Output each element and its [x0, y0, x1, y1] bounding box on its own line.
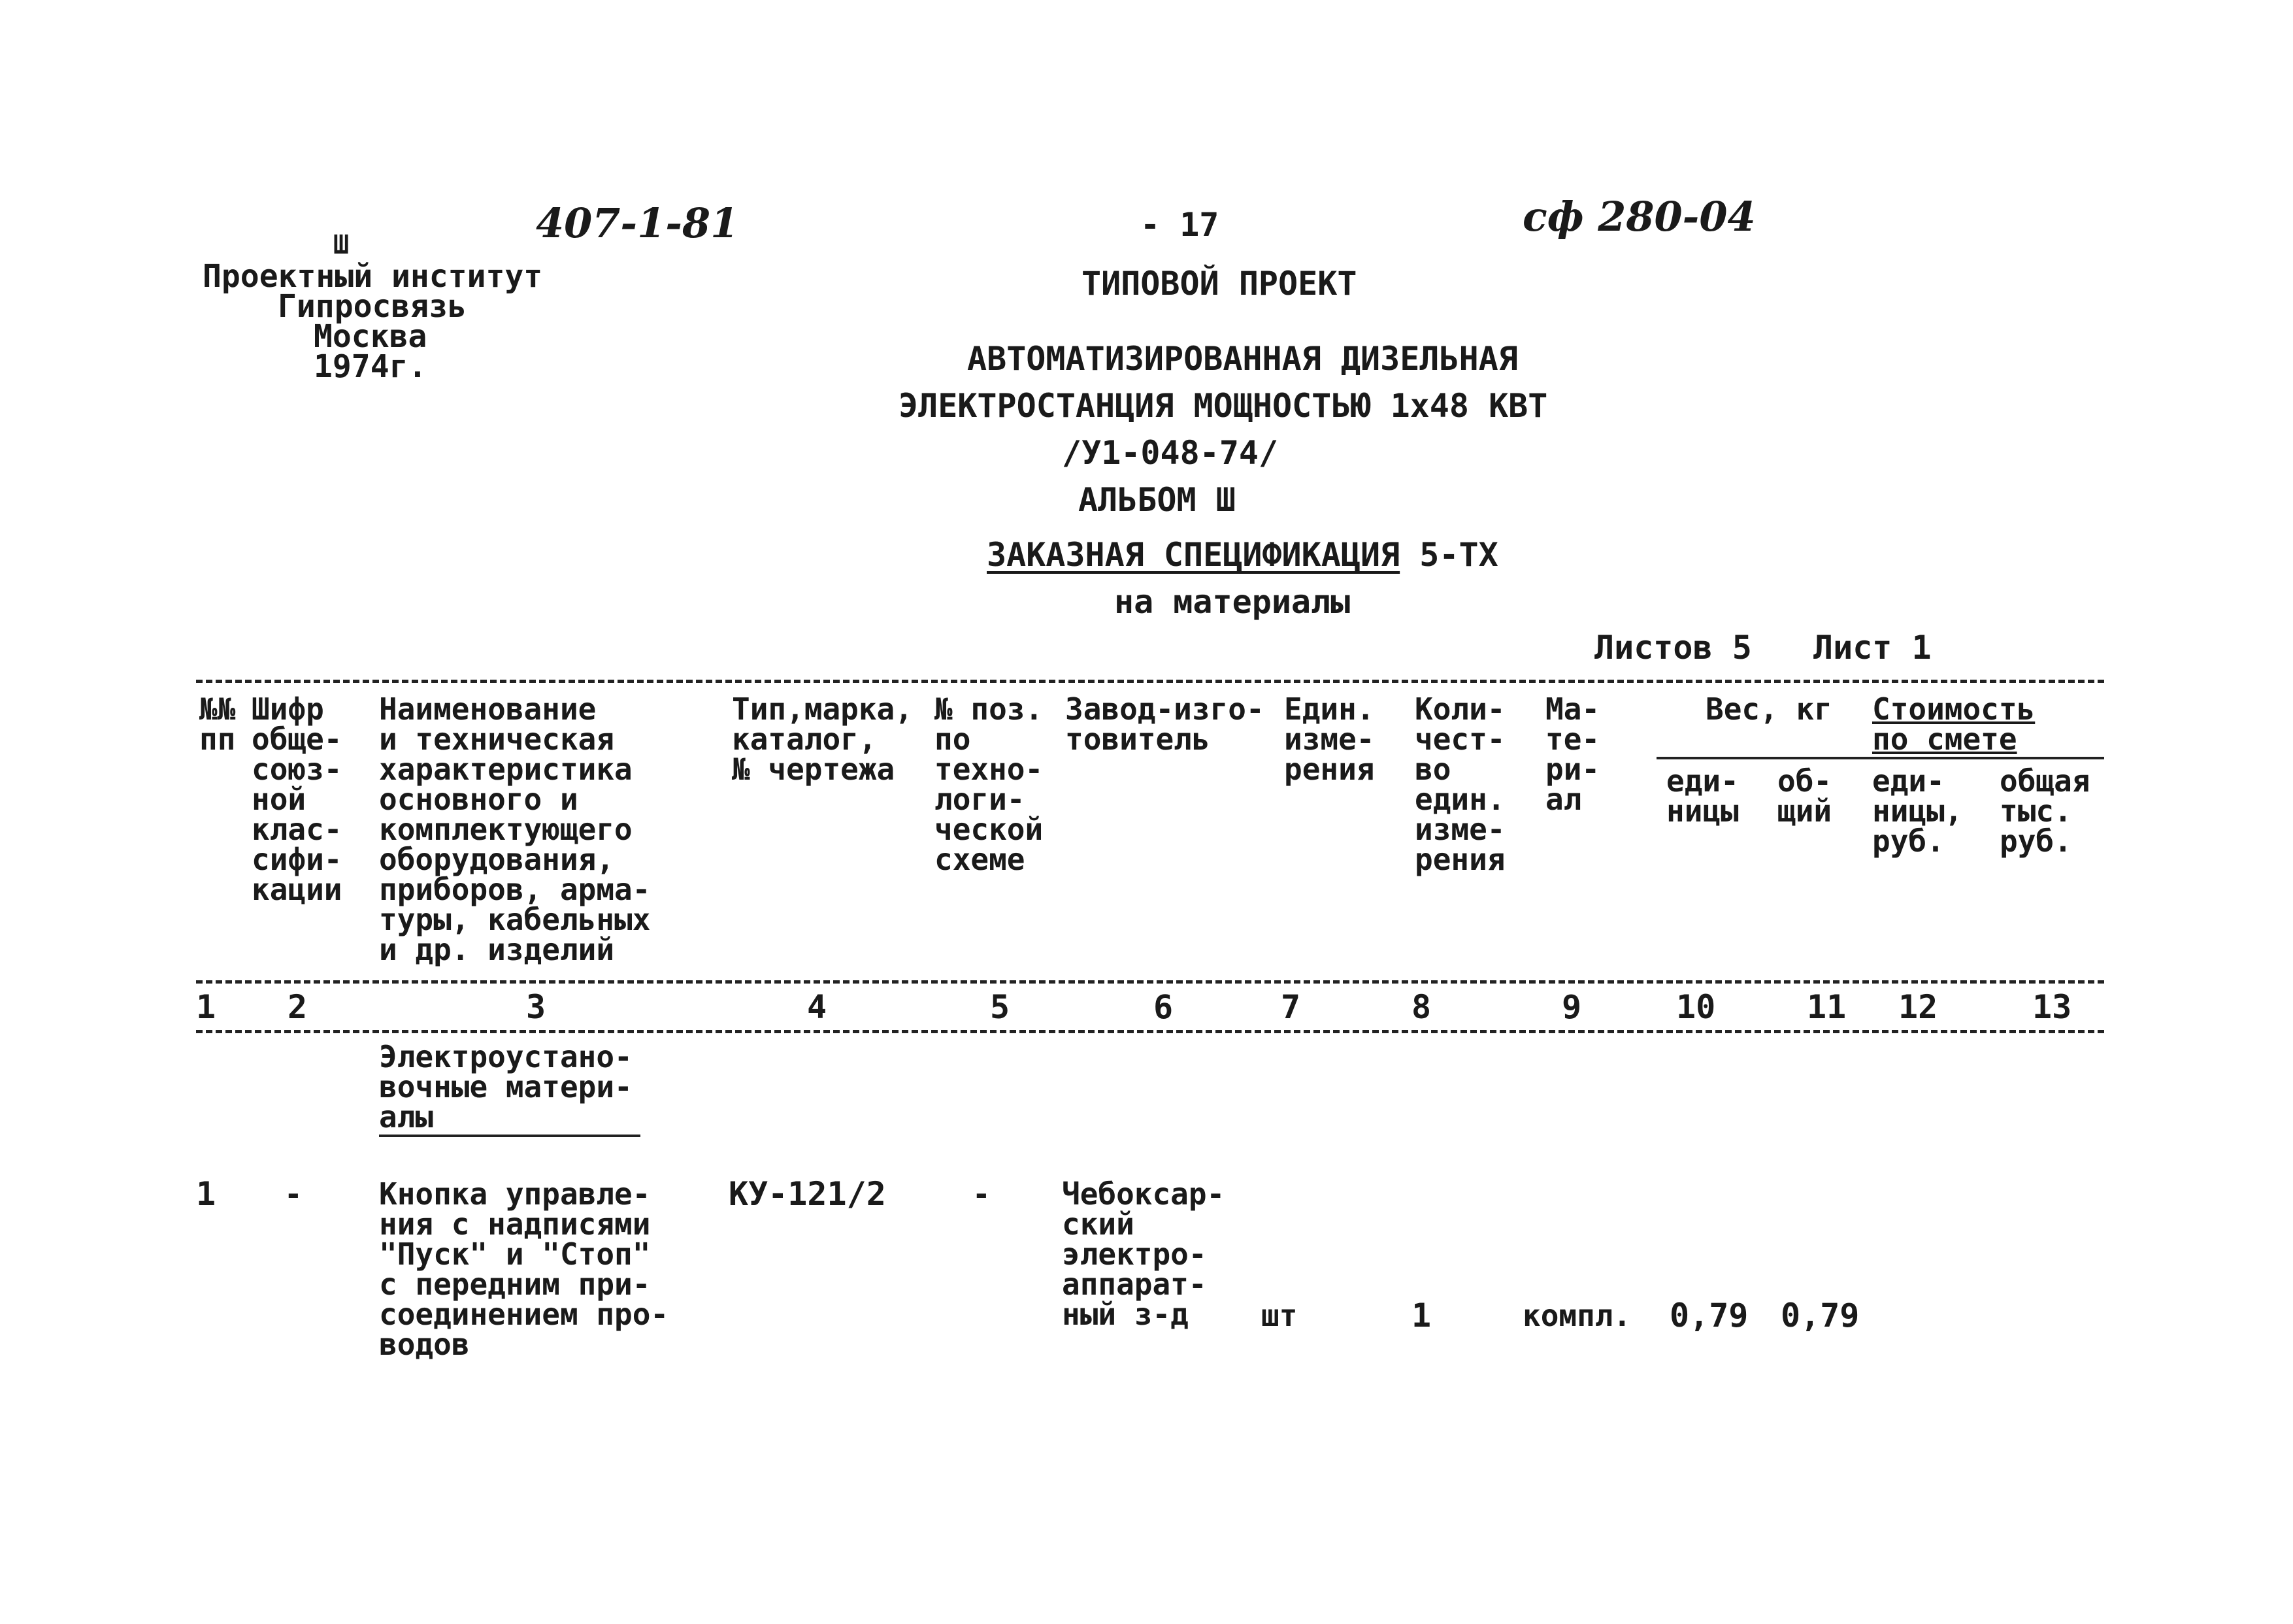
spec-title — [987, 536, 1498, 574]
spec-subtitle: на материалы — [1114, 583, 1351, 621]
row-item-name: Кнопка управле- ния с надписями "Пуск" и "Стоп" с передним при- соединением про- водов — [379, 1176, 669, 1362]
row-quantity: 1 — [1411, 1297, 1432, 1334]
row-type-mark: КУ-121/2 — [729, 1175, 886, 1213]
institute-year: 1974г. — [314, 348, 427, 385]
album-number: АЛЬБОМ Ш — [1078, 481, 1236, 519]
institute-name: Проектный институт — [203, 258, 543, 295]
column-number-12: 12 — [1898, 988, 1938, 1026]
header-position: № поз. по техно- логи- ческой схеме — [934, 691, 1044, 877]
row-material: компл. — [1523, 1298, 1632, 1333]
header-quantity: Коли- чест- во един. изме- рения — [1415, 691, 1506, 877]
sheet-current: Лист 1 — [1813, 629, 1932, 667]
column-number-13: 13 — [2032, 988, 2072, 1026]
spec-title-underlined: ЗАКАЗНАЯ СПЕЦИФИКАЦИЯ — [987, 536, 1400, 574]
section-title-underline — [379, 1135, 640, 1137]
row-unit: шт — [1261, 1298, 1298, 1333]
header-type-mark: Тип,марка, каталог, № чертежа — [732, 691, 913, 787]
header-weight-group: Вес, кг — [1706, 691, 1832, 727]
table-top-rule — [196, 680, 2104, 683]
doc-code: /У1-048-74/ — [1062, 434, 1279, 472]
column-number-10: 10 — [1676, 988, 1716, 1026]
header-unit-cost: еди- ницы, руб. — [1872, 763, 1963, 859]
header-bottom-rule — [196, 980, 2104, 984]
column-number-8: 8 — [1411, 988, 1432, 1026]
header-total-cost: общая тыс. руб. — [2000, 763, 2090, 859]
institute-org: Гипросвязь — [278, 288, 467, 325]
header-cost-group: Стоимость по смете — [1872, 691, 2036, 757]
row-total-weight: 0,79 — [1781, 1297, 1860, 1334]
section-title: Электроустано- вочные матери- алы — [379, 1039, 633, 1135]
column-number-3: 3 — [526, 988, 546, 1026]
column-number-11: 11 — [1807, 988, 1847, 1026]
row-unit-weight: 0,79 — [1670, 1297, 1749, 1334]
institute-city: Москва — [314, 318, 427, 355]
column-number-7: 7 — [1281, 988, 1301, 1026]
column-numbers-rule — [196, 1030, 2104, 1033]
header-total-weight: об- щий — [1777, 763, 1832, 829]
header-manufacturer: Завод-изго- товитель — [1065, 691, 1264, 757]
doc-type: ТИПОВОЙ ПРОЕКТ — [1081, 265, 1357, 303]
column-number-9: 9 — [1562, 988, 1582, 1026]
stamp-code-handwritten: сф 280-04 — [1523, 193, 1756, 240]
sheets-total: Листов 5 — [1594, 629, 1752, 667]
doc-title-line-2: ЭЛЕКТРОСТАНЦИЯ МОЩНОСТЬЮ 1х48 КВТ — [899, 387, 1548, 425]
spec-code: 5-ТХ — [1400, 536, 1498, 574]
header-item-name: Наименование и техническая характеристика основного и комплектующего оборудования, приборов, арма- туры, кабельных и др. изделий — [379, 691, 651, 967]
weight-cost-divider — [1657, 757, 2104, 759]
page-number: - 17 — [1140, 206, 1219, 244]
column-number-4: 4 — [807, 988, 827, 1026]
doc-title-line-1: АВТОМАТИЗИРОВАННАЯ ДИЗЕЛЬНАЯ — [967, 340, 1518, 378]
row-position: - — [972, 1176, 991, 1212]
header-classification-code: Шифр обще- союз- ной клас- сифи- кации — [252, 691, 342, 907]
header-row-number: №№ пп — [199, 691, 236, 757]
header-unit-weight: еди- ницы — [1666, 763, 1739, 829]
project-code-handwritten: 407-1-81 — [536, 199, 739, 247]
column-number-1: 1 — [196, 988, 216, 1026]
institute-mark: Ш — [333, 230, 350, 260]
column-number-5: 5 — [990, 988, 1010, 1026]
header-unit: Един. изме- рения — [1284, 691, 1375, 787]
header-material: Ма- те- ри- ал — [1545, 691, 1600, 817]
column-number-2: 2 — [288, 988, 308, 1026]
row-classification-code: - — [284, 1176, 303, 1212]
column-number-6: 6 — [1153, 988, 1174, 1026]
row-manufacturer: Чебоксар- ский электро- аппарат- ный з-д — [1062, 1176, 1225, 1332]
row-number: 1 — [196, 1175, 216, 1213]
